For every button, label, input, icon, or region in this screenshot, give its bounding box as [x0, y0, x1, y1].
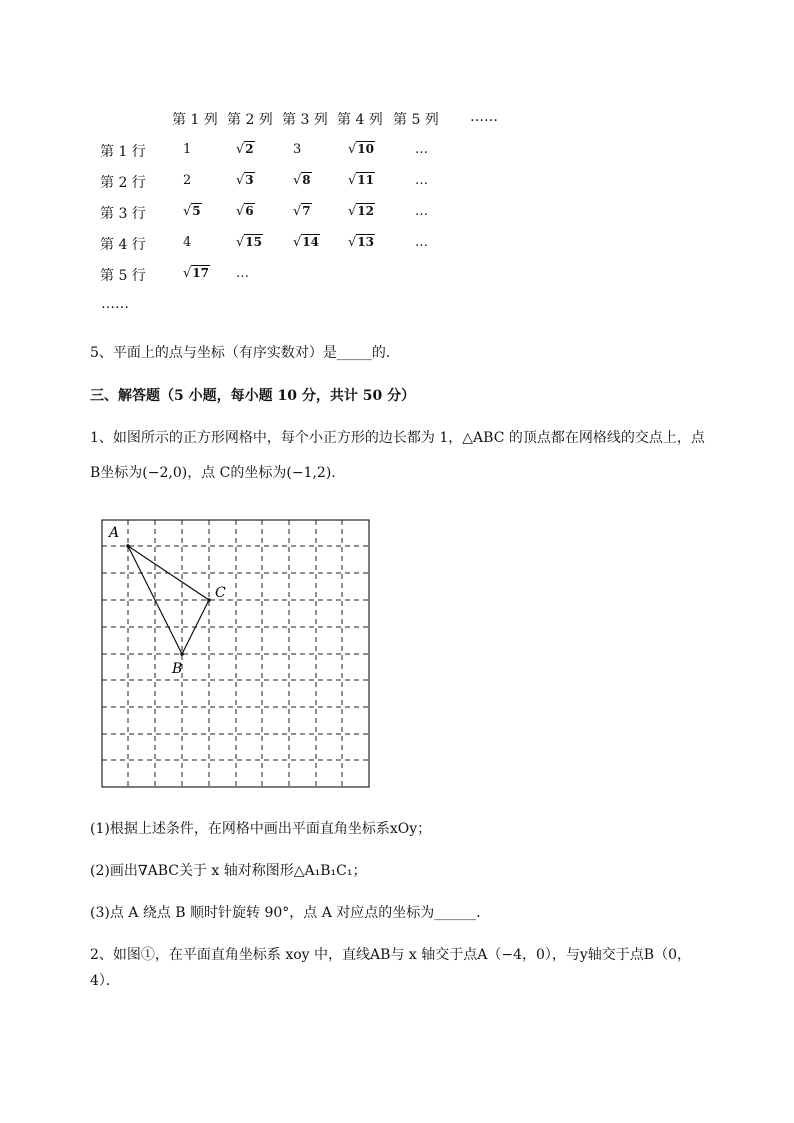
table-cell: √7: [293, 204, 311, 219]
problem-2-line-2: 4）．: [90, 973, 120, 989]
row-dots: ……: [101, 296, 129, 312]
problem-1-line-1: 1、如图所示的正方形网格中，每个小正方形的边长都为 1，△ABC 的顶点都在网格线的交点上，点: [90, 430, 705, 446]
col-header-1: 第 1 列: [172, 112, 218, 128]
point-c: [207, 598, 211, 602]
row-label-1: 第 1 行: [100, 144, 146, 160]
col-header-dots: ……: [470, 109, 498, 125]
table-cell: 4: [183, 235, 192, 250]
point-a: [126, 544, 130, 548]
grid-figure: [95, 513, 375, 793]
table-cell: √8: [293, 173, 311, 188]
table-cell: …: [415, 173, 428, 188]
table-cell: 3: [293, 142, 302, 157]
question-5: 5、平面上的点与坐标（有序实数对）是_____的．: [90, 345, 400, 361]
table-cell: √17: [183, 266, 209, 281]
row-label-5: 第 5 行: [100, 268, 146, 284]
table-cell: 2: [183, 173, 192, 188]
row-label-3: 第 3 行: [100, 206, 146, 222]
label-a: A: [109, 525, 120, 541]
table-cell: 1: [183, 142, 192, 157]
col-header-2: 第 2 列: [227, 112, 273, 128]
problem-2-line-1: 2、如图①，在平面直角坐标系 xoy 中，直线AB与 x 轴交于点A（−4，0），与y轴交于点B（0，: [90, 947, 691, 963]
problem-1-sub-3: (3)点 A 绕点 B 顺时针旋转 90°，点 A 对应点的坐标为______．: [90, 905, 491, 921]
row-label-2: 第 2 行: [100, 175, 146, 191]
row-label-4: 第 4 行: [100, 237, 146, 253]
table-cell: √12: [348, 204, 374, 219]
table-cell: √11: [348, 173, 374, 188]
problem-1-sub-1: (1)根据上述条件，在网格中画出平面直角坐标系xOy；: [90, 821, 432, 837]
table-cell: √15: [236, 235, 262, 250]
table-cell: …: [236, 266, 249, 281]
col-header-3: 第 3 列: [282, 112, 328, 128]
section-3-title: 三、解答题（5 小题，每小题 10 分，共计 50 分）: [90, 388, 416, 404]
table-cell: √2: [236, 142, 254, 157]
label-b: B: [172, 661, 183, 677]
col-header-4: 第 4 列: [337, 112, 383, 128]
grid-dashed-lines: [102, 520, 369, 787]
table-cell: √13: [348, 235, 374, 250]
table-cell: √10: [348, 142, 374, 157]
table-cell: …: [415, 235, 428, 250]
table-cell: …: [415, 142, 428, 157]
problem-1-sub-2: (2)画出∇ABC关于 x 轴对称图形△A₁B₁C₁；: [90, 863, 367, 879]
point-b: [180, 652, 184, 656]
label-c: C: [215, 585, 226, 601]
table-cell: √6: [236, 204, 254, 219]
table-cell: …: [415, 204, 428, 219]
col-header-5: 第 5 列: [393, 112, 439, 128]
table-cell: √5: [183, 204, 201, 219]
table-cell: √3: [236, 173, 254, 188]
problem-1-line-2: B坐标为(−2,0)，点 C的坐标为(−1,2)．: [90, 465, 346, 481]
table-cell: √14: [293, 235, 319, 250]
